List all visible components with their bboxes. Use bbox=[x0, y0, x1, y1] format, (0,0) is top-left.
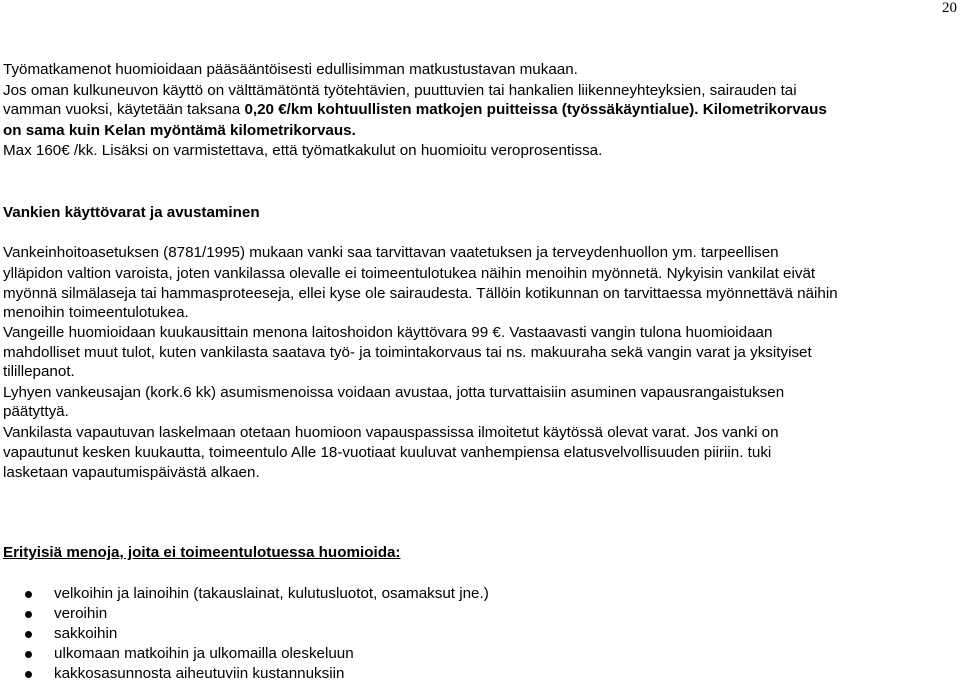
intro-line-5: Max 160€ /kk. Lisäksi on varmistettava, että työmatkakulut on huomioitu veroprosentissa. bbox=[3, 142, 603, 159]
section-heading-erityisia-menoja: Erityisiä menoja, joita ei toimeentulotuessa huomioida: bbox=[3, 544, 401, 561]
section1-line: Vankilasta vapautuvan laskelmaan otetaan huomioon vapauspassissa ilmoitetut käytössä olevat varat. Jos vanki on bbox=[3, 424, 779, 441]
section1-line: Vangeille huomioidaan kuukausittain menona laitoshoidon käyttövara 99 €. Vastaavasti vangin tulona huomioidaan bbox=[3, 324, 773, 341]
list-item-text: kakkosasunnosta aiheutuviin kustannuksiin bbox=[54, 665, 345, 682]
section1-line: vapautunut kesken kuukautta, toimeentulo Alle 18-vuotiaat kuuluvat vanhempiensa elatusvelvollisuuden piiriin. tuki bbox=[3, 444, 772, 461]
bullet-icon bbox=[25, 671, 32, 678]
intro-line-1: Työmatkamenot huomioidaan pääsääntöisesti edullisimman matkustustavan mukaan. bbox=[3, 61, 578, 78]
section1-line: myönnä silmälaseja tai hammasproteeseja, ellei kyse ole sairaudesta. Tällöin kotikunnan on tarvittaessa myönnettävä näihin bbox=[3, 285, 838, 302]
page-number: 20 bbox=[942, 0, 957, 16]
bullet-icon bbox=[25, 611, 32, 618]
bullet-icon bbox=[25, 591, 32, 598]
intro-line-3-plain: vamman vuoksi, käytetään taksana bbox=[3, 101, 245, 118]
section1-line: tilillepanot. bbox=[3, 363, 75, 380]
section-heading-kayttovarat: Vankien käyttövarat ja avustaminen bbox=[3, 204, 260, 221]
intro-line-2: Jos oman kulkuneuvon käyttö on välttämätöntä työtehtävien, puuttuvien tai hankalien liikenneyhteyksien, sairauden tai bbox=[3, 82, 797, 99]
section1-line: mahdolliset muut tulot, kuten vankilasta saatava työ- ja toimintakorvaus tai ns. makuuraha sekä vangin varat ja yksityiset bbox=[3, 344, 812, 361]
list-item-text: ulkomaan matkoihin ja ulkomailla oleskeluun bbox=[54, 645, 354, 662]
bullet-icon bbox=[25, 631, 32, 638]
intro-line-3-bold: 0,20 €/km kohtuullisten matkojen puitteissa (työssäkäyntialue). Kilometrikorvaus bbox=[244, 101, 827, 118]
section1-line: Lyhyen vankeusajan (kork.6 kk) asumismenoissa voidaan avustaa, jotta turvattaisiin asuminen vapausrangaistuksen bbox=[3, 384, 785, 401]
list-item-text: velkoihin ja lainoihin (takauslainat, kulutusluotot, osamaksut jne.) bbox=[54, 585, 489, 602]
bullet-icon bbox=[25, 651, 32, 658]
section1-line: ylläpidon valtion varoista, joten vankilassa olevalle ei toimeentulotukea näihin menoihin myönnetä. Nykyisin vankilat eivät bbox=[3, 265, 816, 282]
list-item-text: sakkoihin bbox=[54, 625, 118, 642]
section1-line: menoihin toimeentulotukea. bbox=[3, 304, 189, 321]
intro-line-3 bbox=[3, 101, 827, 119]
intro-line-4: on sama kuin Kelan myöntämä kilometrikorvaus. bbox=[3, 122, 356, 139]
section1-line: Vankeinhoitoasetuksen (8781/1995) mukaan vanki saa tarvittavan vaatetuksen ja terveydenhuollon ym. tarpeellisen bbox=[3, 244, 779, 261]
section1-line: lasketaan vapautumispäivästä alkaen. bbox=[3, 464, 260, 481]
list-item-text: veroihin bbox=[54, 605, 108, 622]
section1-line: päätyttyä. bbox=[3, 403, 69, 420]
